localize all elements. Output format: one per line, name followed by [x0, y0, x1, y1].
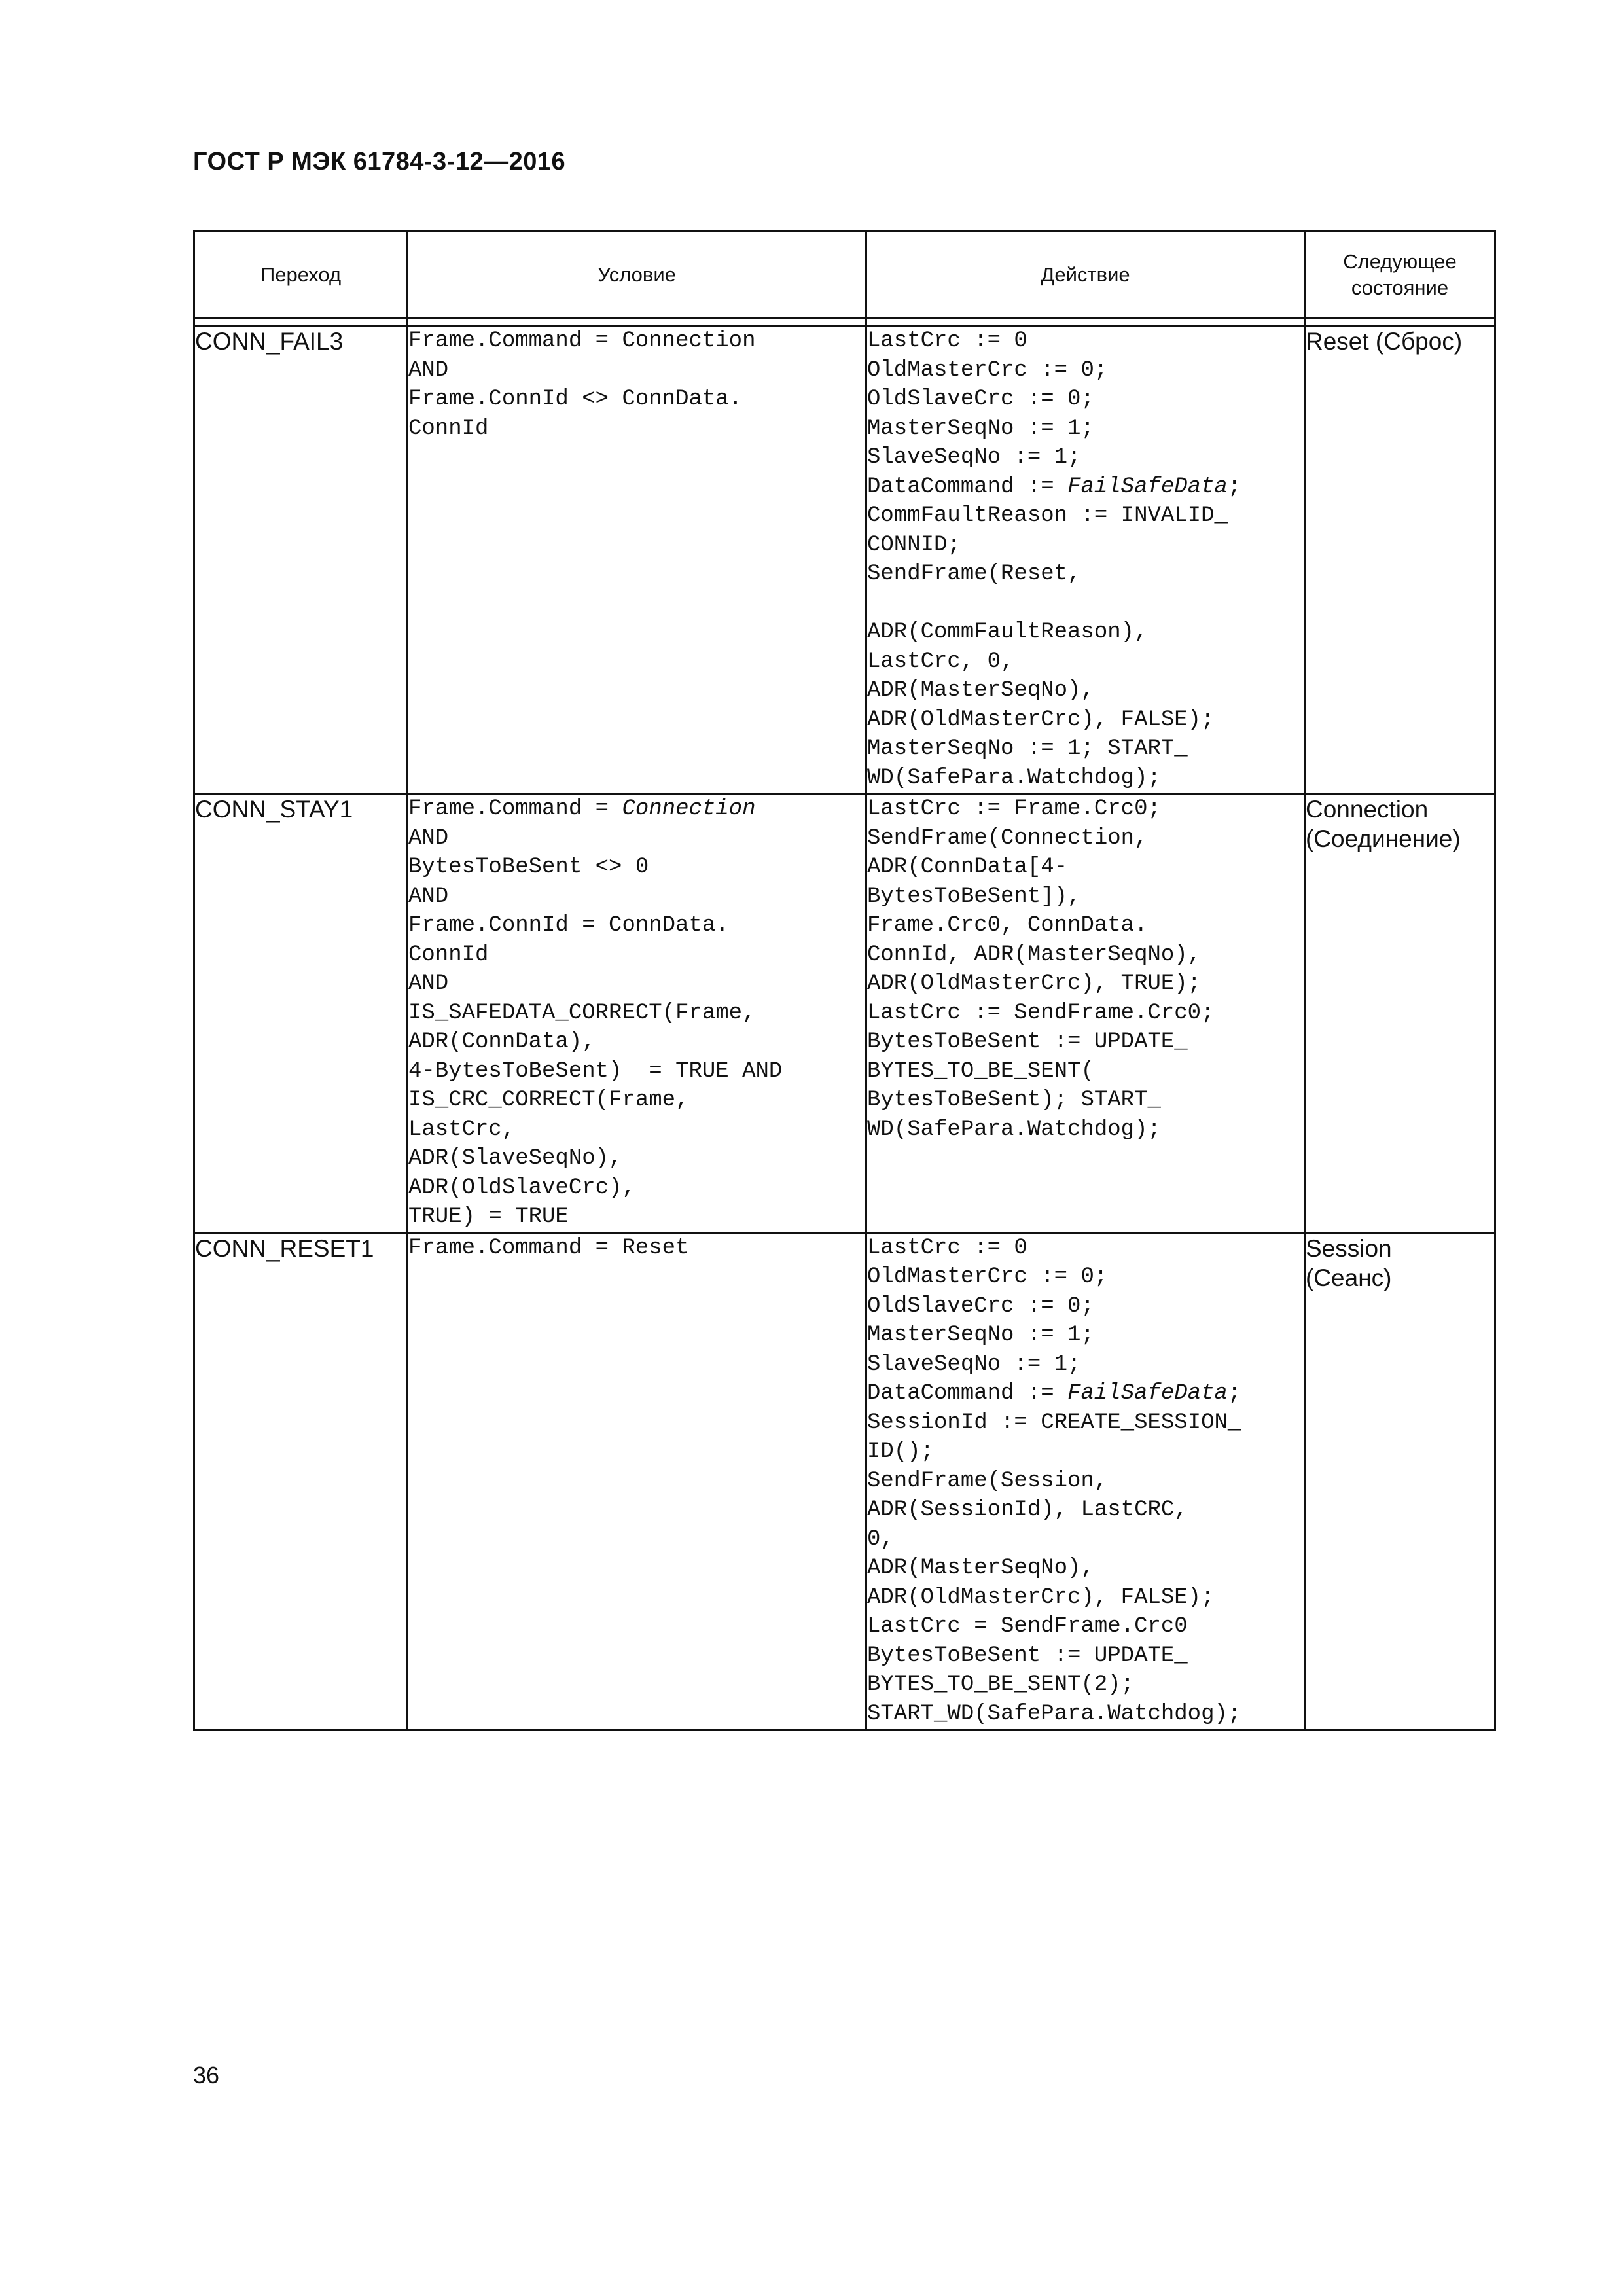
column-header-transition: Переход [194, 232, 408, 319]
code-line: BytesToBeSent]), [867, 884, 1081, 909]
next-state-cell: Session (Сеанс) [1305, 1232, 1495, 1730]
code-line: SessionId := CREATE_SESSION_ [867, 1410, 1241, 1435]
code-line: LastCrc := 0 [867, 329, 1027, 353]
transition-cell: CONN_RESET1 [194, 1232, 408, 1730]
code-line: BytesToBeSent <> 0 [408, 855, 649, 880]
code-line: OldSlaveCrc := 0; [867, 1293, 1094, 1319]
column-header-next-state: Следующее состояние [1305, 232, 1495, 319]
code-line: BYTES_TO_BE_SENT( [867, 1058, 1094, 1084]
code-line: BYTES_TO_BE_SENT(2); [867, 1672, 1135, 1697]
condition-cell [408, 1232, 866, 1730]
code-line: BytesToBeSent := UPDATE_ [867, 1643, 1188, 1668]
table-header-row [194, 232, 1495, 319]
code-line: ADR(SessionId), LastCRC, [867, 1498, 1188, 1522]
code-line: AND [408, 825, 449, 851]
code-line: CONNID; [867, 532, 961, 558]
code-line: LastCrc, 0, [867, 649, 1014, 674]
code-line: AND [408, 357, 449, 383]
table-row [194, 1232, 1495, 1730]
code-line: Frame.ConnId <> ConnData. [408, 387, 743, 412]
table-row [194, 794, 1495, 1233]
code-line: ADR(MasterSeqNo), [867, 1556, 1094, 1581]
page-number: 36 [193, 2062, 220, 2089]
code-line: SlaveSeqNo := 1; [867, 1352, 1081, 1377]
document-header: ГОСТ Р МЭК 61784-3-12—2016 [193, 148, 566, 175]
code-line: START_WD(SafePara.Watchdog); [867, 1701, 1241, 1727]
next-state-cell: Reset (Сброс) [1305, 326, 1495, 794]
code-line: ADR(CommFaultReason), [867, 620, 1148, 645]
code-line: LastCrc := Frame.Crc0; [867, 797, 1161, 821]
code-line: DataCommand := FailSafeData; [867, 1381, 1241, 1406]
code-line: BytesToBeSent); START_ [867, 1088, 1161, 1113]
code-line: SendFrame(Connection, [867, 825, 1148, 851]
table-row [194, 326, 1495, 794]
transition-cell: CONN_FAIL3 [194, 326, 408, 794]
code-line: ADR(OldMasterCrc), TRUE); [867, 971, 1202, 996]
code-line: LastCrc := SendFrame.Crc0; [867, 1000, 1215, 1026]
code-line: ADR(ConnData[4- [867, 855, 1068, 880]
code-line: ADR(OldMasterCrc), FALSE); [867, 1585, 1215, 1610]
code-line: IS_SAFEDATA_CORRECT(Frame, [408, 1000, 756, 1026]
action-cell [866, 794, 1305, 1233]
code-line: ConnId [408, 942, 489, 967]
code-line: LastCrc, [408, 1117, 516, 1142]
column-header-condition: Условие [408, 232, 866, 319]
code-line: ConnId, ADR(MasterSeqNo), [867, 942, 1202, 967]
code-line: MasterSeqNo := 1; START_ [867, 736, 1188, 761]
code-line: WD(SafePara.Watchdog); [867, 1117, 1161, 1142]
code-line: ADR(OldMasterCrc), FALSE); [867, 707, 1215, 732]
code-line: SlaveSeqNo := 1; [867, 445, 1081, 470]
code-line: ADR(MasterSeqNo), [867, 678, 1094, 703]
code-line: ConnId [408, 416, 489, 441]
code-line: ADR(SlaveSeqNo), [408, 1146, 622, 1171]
code-line: MasterSeqNo := 1; [867, 416, 1094, 441]
code-line: TRUE) = TRUE [408, 1204, 569, 1229]
code-line: OldSlaveCrc := 0; [867, 387, 1094, 412]
condition-cell [408, 326, 866, 794]
code-line: SendFrame(Session, [867, 1468, 1108, 1494]
code-line: Frame.Command = Connection [408, 329, 756, 353]
code-line: MasterSeqNo := 1; [867, 1323, 1094, 1348]
code-line: 4-BytesToBeSent) = TRUE AND [408, 1058, 783, 1084]
code-line: Frame.Command = Connection [408, 797, 756, 821]
code-line: Frame.ConnId = ConnData. [408, 913, 729, 938]
code-line: 0, [867, 1526, 894, 1552]
code-line: LastCrc := 0 [867, 1235, 1027, 1261]
code-line: DataCommand := FailSafeData; [867, 474, 1241, 499]
transition-cell: CONN_STAY1 [194, 794, 408, 1233]
code-line: LastCrc = SendFrame.Crc0 [867, 1614, 1188, 1639]
code-line: Frame.Command = Reset [408, 1235, 689, 1261]
code-line: WD(SafePara.Watchdog); [867, 765, 1161, 791]
action-cell [866, 1232, 1305, 1730]
transition-table [193, 230, 1496, 1731]
code-line: IS_CRC_CORRECT(Frame, [408, 1088, 689, 1113]
code-line: ADR(OldSlaveCrc), [408, 1175, 635, 1200]
code-line: SendFrame(Reset, [867, 562, 1081, 586]
next-state-cell: Connection (Соединение) [1305, 794, 1495, 1233]
column-header-action: Действие [866, 232, 1305, 319]
code-line: AND [408, 971, 449, 996]
header-separator [194, 319, 1495, 326]
code-line: ID(); [867, 1439, 935, 1464]
code-line: AND [408, 884, 449, 909]
code-line: Frame.Crc0, ConnData. [867, 913, 1148, 938]
condition-cell [408, 794, 866, 1233]
code-line: OldMasterCrc := 0; [867, 357, 1108, 383]
code-line: OldMasterCrc := 0; [867, 1265, 1108, 1289]
code-line: ADR(ConnData), [408, 1030, 596, 1054]
code-line: BytesToBeSent := UPDATE_ [867, 1030, 1188, 1054]
code-line [867, 589, 1304, 619]
code-line: CommFaultReason := INVALID_ [867, 503, 1228, 528]
action-cell [866, 326, 1305, 794]
